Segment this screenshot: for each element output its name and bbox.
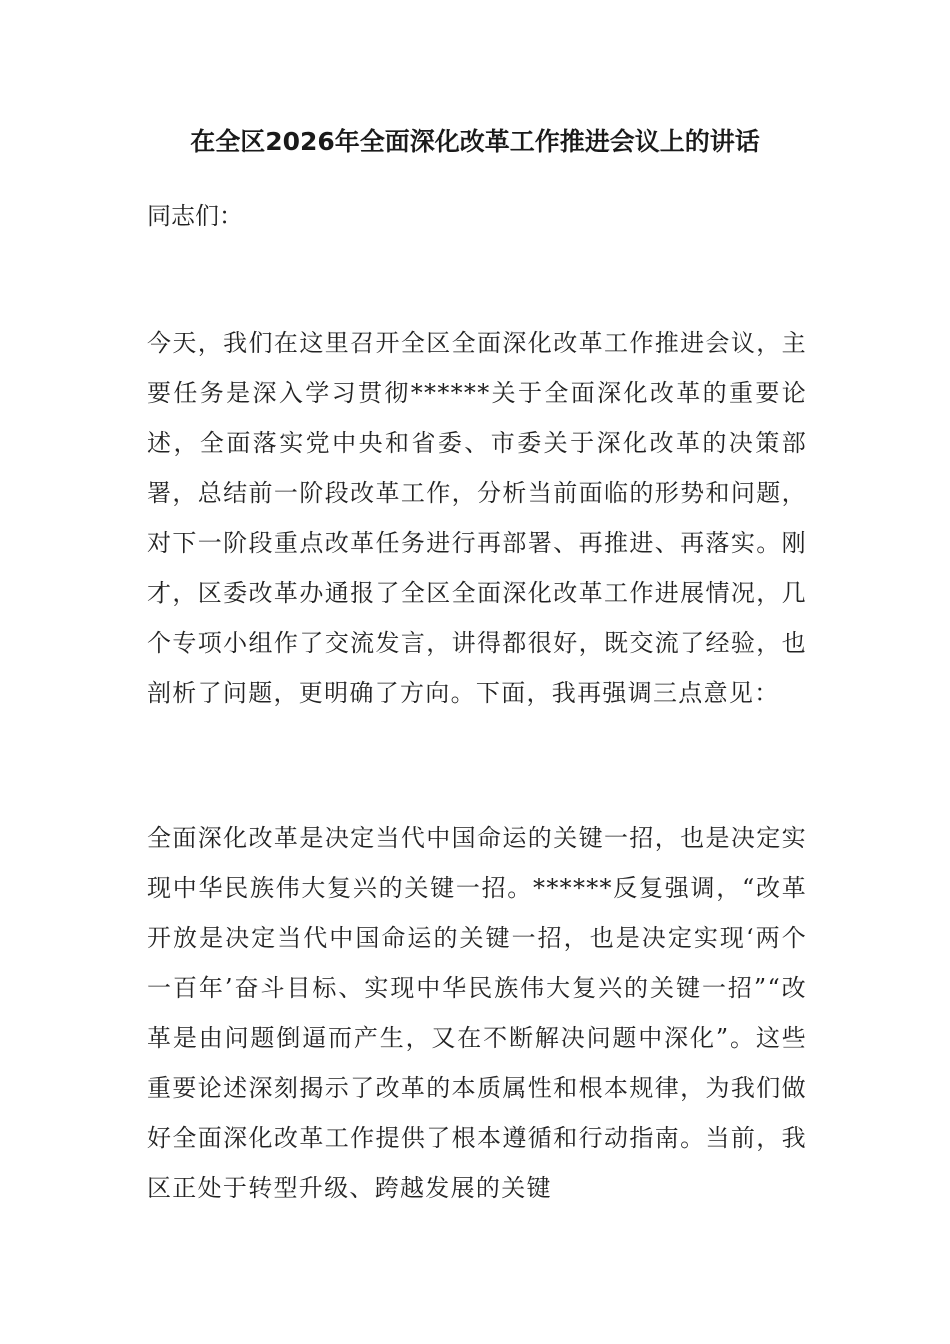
paragraph-reform-significance: 全面深化改革是决定当代中国命运的关键一招，也是决定实现中华民族伟大复兴的关键一招。******反复强调，“改革开放是决定当代中国命运的关键一招，也是决定实现‘两个一百年’奋斗目标、实现中华民族伟大复兴的关键一招”“改革是由问题倒逼而产生，又在不断解决问题中深化”。这些重要论述深刻揭示了改革的本质属性和根本规律，为我们做好全面深化改革工作提供了根本遵循和行动指南。当前，我区正处于转型升级、跨越发展的关键 — [147, 824, 807, 1202]
paragraph-opening: 今天，我们在这里召开全区全面深化改革工作推进会议，主要任务是深入学习贯彻******关于全面深化改革的重要论述，全面落实党中央和省委、市委关于深化改革的决策部署，总结前一阶段改革工作，分析当前面临的形势和问题，对下一阶段重点改革任务进行再部署、再推进、再落实。刚才，区委改革办通报了全区全面深化改革工作进展情况，几个专项小组作了交流发言，讲得都很好，既交流了经验，也剖析了问题，更明确了方向。下面，我再强调三点意见： — [147, 329, 807, 707]
document-title: 在全区2026年全面深化改革工作推进会议上的讲话 — [190, 127, 760, 156]
salutation: 同志们： — [147, 202, 243, 230]
